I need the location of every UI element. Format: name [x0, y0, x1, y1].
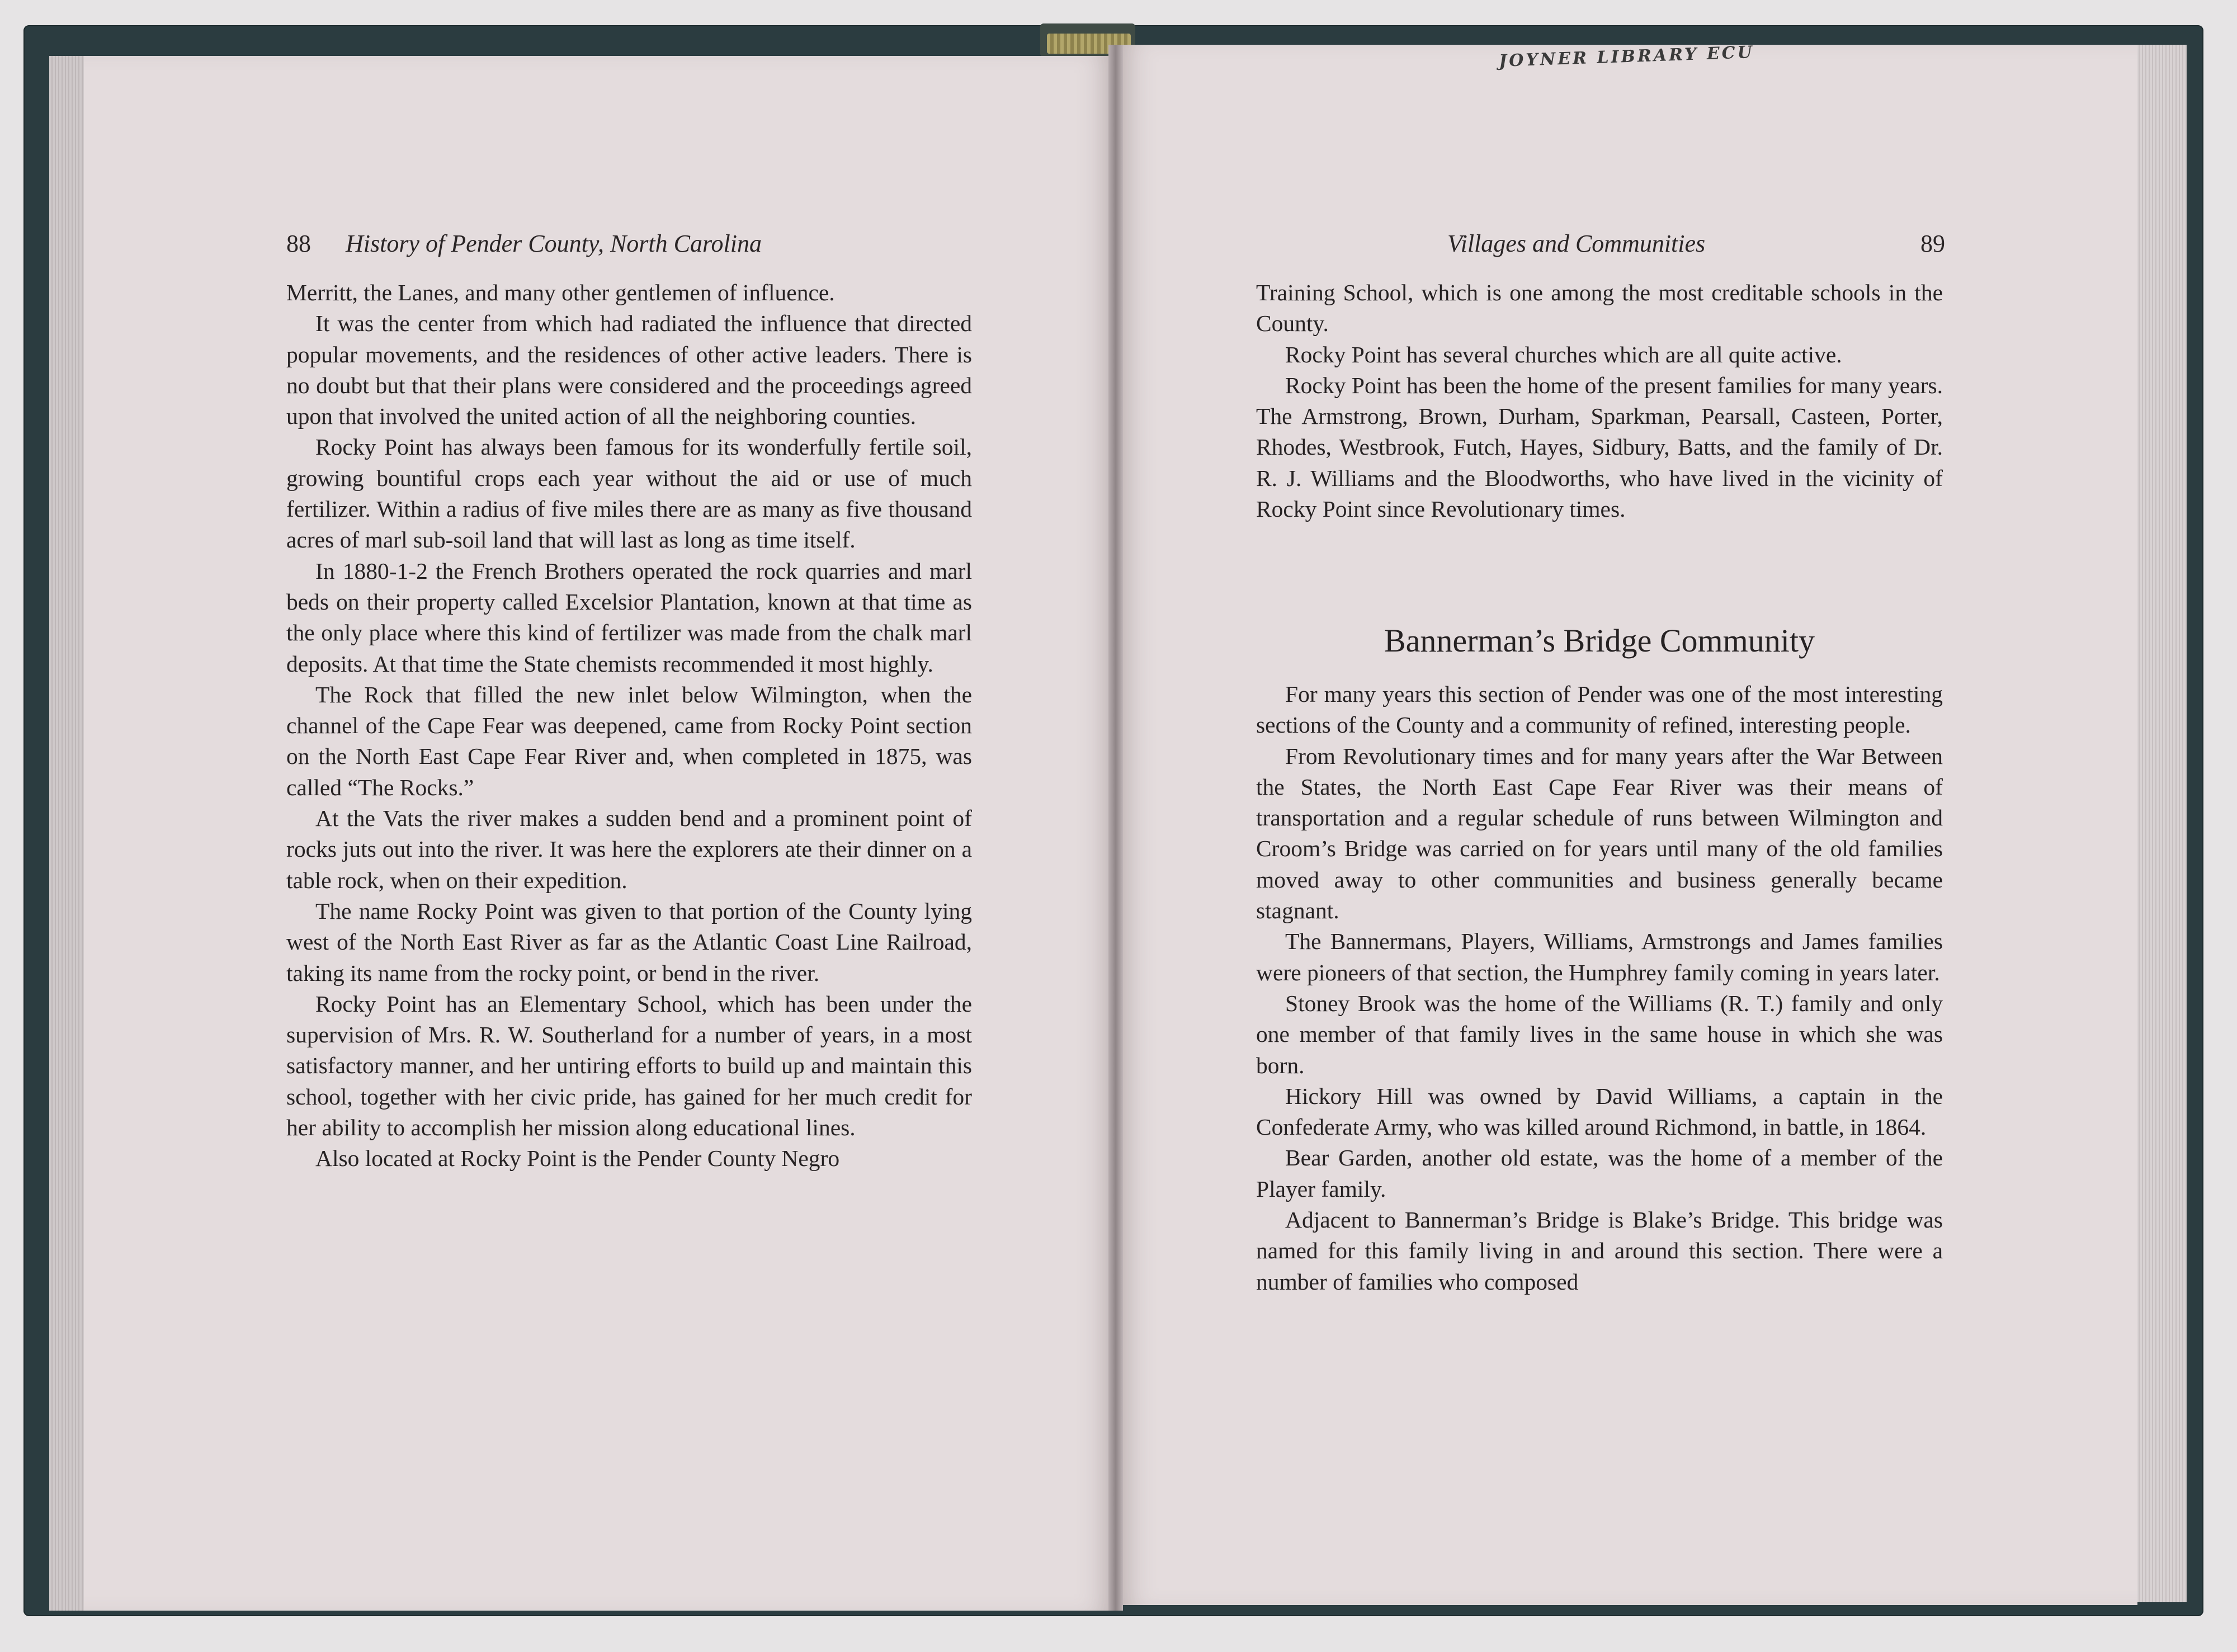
- right-running-title: Villages and Communities: [1447, 230, 1706, 257]
- paragraph: Also located at Rocky Point is the Pender County Negro: [315, 1145, 840, 1172]
- paragraph: Bear Garden, another old estate, was the home of a member of the Player family.: [1256, 1145, 1943, 1202]
- paragraph: Rocky Point has an Elementary School, which has been under the supervision of Mrs. R. W. Southerland for a number of years, in a most satisfactory manner, and her untiring efforts to build up and maintain this school, together with her civic pride, has gained for her much credit for her ability to accomplish her mission along educational lines.: [286, 990, 972, 1141]
- paragraph: Stoney Brook was the home of the Williams (R. T.) family and only one member of that family lives in the same house in which she was born.: [1256, 990, 1943, 1078]
- section-heading: Bannerman’s Bridge Community: [1384, 622, 1815, 659]
- paragraph: The name Rocky Point was given to that portion of the County lying west of the North East River as far as the Atlantic Coast Line Railroad, taking its name from the rocky point, or bend in the river.: [286, 898, 972, 986]
- left-page-number: 88: [286, 230, 311, 257]
- paragraph: The Bannermans, Players, Williams, Armstrongs and James families were pioneers of that section, the Humphrey family coming in years later.: [1256, 928, 1943, 985]
- right-running-header: [1447, 229, 1945, 258]
- page-edges-left: [49, 56, 88, 1611]
- paragraph: Hickory Hill was owned by David Williams, a captain in the Confederate Army, who was killed around Richmond, in battle, in 1864.: [1256, 1083, 1943, 1140]
- library-stamp: JOYNER LIBRARY ECU: [1498, 43, 1755, 71]
- left-page-body: [286, 277, 972, 1174]
- paragraph: Rocky Point has always been famous for its wonderfully fertile soil, growing bountiful crops each year without the aid or use of much fertilizer. Within a radius of five miles there are as many as five thousand acres of marl sub-soil land that will last as long as time itself.: [286, 434, 972, 553]
- paragraph: Training School, which is one among the most creditable schools in the County.: [1256, 280, 1943, 337]
- paragraph: At the Vats the river makes a sudden bend and a prominent point of rocks juts out into the river. It was here the explorers ate their dinner on a table rock, when on their expedition.: [286, 805, 972, 893]
- paragraph: It was the center from which had radiated the influence that directed popular movements, and the residences of other active leaders. There is no doubt but that their plans were considered and the proceedings agreed upon that involved the united action of all the neighboring counties.: [286, 310, 972, 429]
- paragraph: From Revolutionary times and for many years after the War Between the States, the North East Cape Fear River was their means of transportation and a regular schedule of runs between Wilmington and Croom’s Bridge was carried on for years until many of the old families moved away to other communities and business generally became stagnant.: [1256, 743, 1943, 924]
- left-running-header: [286, 229, 879, 258]
- paragraph: For many years this section of Pender was one of the most interesting sections of the County and a community of refined, interesting people.: [1256, 681, 1943, 738]
- right-page-number: 89: [1920, 230, 1945, 257]
- paragraph: Rocky Point has several churches which are all quite active.: [1285, 341, 1842, 367]
- right-page-body-top: [1256, 277, 1943, 525]
- page-edges-right: [2136, 45, 2187, 1602]
- paragraph: The Rock that filled the new inlet below Wilmington, when the channel of the Cape Fear was deepened, came from Rocky Point section on the North East Cape Fear River and, when completed in 1875, was called “The Rocks.”: [286, 681, 972, 800]
- paragraph: Merritt, the Lanes, and many other gentlemen of influence.: [286, 280, 835, 305]
- right-page-body-bottom: [1256, 679, 1943, 1297]
- left-running-title: History of Pender County, North Carolina: [346, 230, 762, 257]
- paragraph: In 1880-1-2 the French Brothers operated the rock quarries and marl beds on their property called Excelsior Plantation, known at that time as the only place where this kind of fertilizer was made from the chalk marl deposits. At that time the State chemists recommended it most highly.: [286, 558, 972, 677]
- book-gutter: [1108, 45, 1123, 1611]
- paragraph: Adjacent to Bannerman’s Bridge is Blake’s Bridge. This bridge was named for this family living in and around this section. There were a number of families who composed: [1256, 1207, 1943, 1295]
- paragraph: Rocky Point has been the home of the present families for many years. The Armstrong, Brown, Durham, Sparkman, Pearsall, Casteen, Porter, Rhodes, Westbrook, Futch, Hayes, Sidbury, Batts, and the family of Dr. R. J. Williams and the Bloodworths, who have lived in the vicinity of Rocky Point since Revolutionary times.: [1256, 372, 1943, 522]
